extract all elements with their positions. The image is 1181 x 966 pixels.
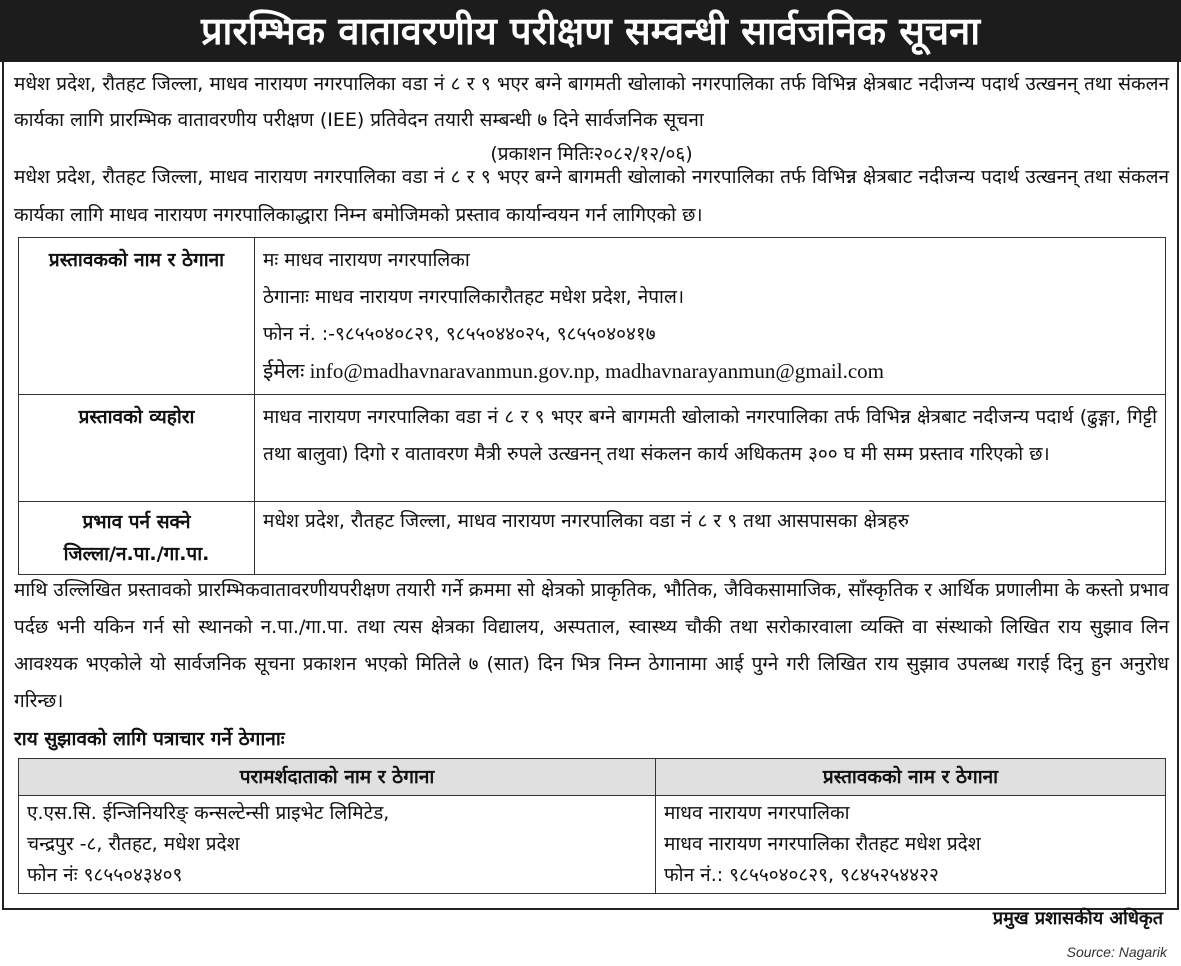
table-row — [19, 395, 1166, 502]
table-row — [19, 502, 1166, 575]
table-row — [19, 238, 1166, 395]
request-paragraph: माथि उल्लिखित प्रस्तावको प्रारम्भिकवातावरणीयपरीक्षण तयारी गर्ने क्रममा सो क्षेत्रको प्राकृतिक, भौतिक, जैविकसामाजिक, साँस्कृतिक र आर्थिक प्रणालीमा के कस्तो प्रभाव पर्दछ भनी यकिन गर्न सो स्थानको न.पा./गा.पा. तथा त्यस क्षेत्रका विद्यालय, अस्पताल, स्वास्थ्य चौकी तथा सरोकारवाला व्यक्ति वा संस्थाको लिखित राय सुझाव लिन आवश्यक भएकोले यो सार्वजनिक सूचना प्रकाशन भएको मितिले ७ (सात) दिन भित्र निम्न ठेगानामा आई पुग्ने गरी लिखित राय सुझाव उपलब्ध गराई दिनु हुन अनुरोध गरिन्छ। — [14, 579, 1169, 712]
proponent-label: प्रस्तावकको नाम र ठेगाना — [19, 238, 255, 395]
consultant-address: चन्द्रपुर -८, रौतहट, मधेश प्रदेश — [27, 833, 240, 855]
proponent-contact-address: माधव नारायण नगरपालिका रौतहट मधेश प्रदेश — [664, 833, 981, 855]
notice-title: प्रारम्भिक वातावरणीय परीक्षण सम्वन्धी सार्वजनिक सूचना — [0, 0, 1181, 62]
consultant-header: परामर्शदाताको नाम र ठेगाना — [19, 759, 656, 796]
proponent-details — [255, 238, 1166, 395]
proponent-phone: फोन नं. :-९८५५०४०८२९, ९८५५०४४०२५, ९८५५०४०४१७ — [263, 323, 656, 345]
proponent-address: ठेगानाः माधव नारायण नगरपालिकारौतहट मधेश प्रदेश, नेपाल। — [263, 286, 685, 308]
affected-label-line: प्रभाव पर्न सक्ने — [82, 511, 191, 533]
matter-label: प्रस्तावको व्यहोरा — [19, 395, 255, 502]
table-header-row — [19, 759, 1166, 796]
proponent-email: ईमेलः info@madhavnaravanmun.gov.np, madhavnarayanmun@gmail.com — [263, 359, 885, 383]
consultant-phone: फोन नंः ९८५५०४३४०९ — [27, 864, 183, 886]
proponent-contact — [656, 796, 1166, 894]
proponent-name: मः माधव नारायण नगरपालिका — [263, 249, 470, 271]
proponent-contact-name: माधव नारायण नगरपालिका — [664, 802, 850, 824]
contact-table — [18, 758, 1166, 894]
contact-heading: राय सुझावको लागि पत्राचार गर्ने ठेगानाः — [14, 728, 285, 750]
consultant-details — [19, 796, 656, 894]
intro-paragraph: मधेश प्रदेश, रौतहट जिल्ला, माधव नारायण नगरपालिका वडा नं ८ र ९ भएर बग्ने बागमती खोलाको नगरपालिका तर्फ विभिन्न क्षेत्रबाट नदीजन्य पदार्थ उत्खनन् तथा संकलन कार्यका लागि प्रारम्भिक वातावरणीय परीक्षण (IEE) प्रतिवेदन तयारी सम्बन्धी ७ दिने सार्वजनिक सूचना — [14, 73, 1169, 131]
proposal-details-table — [18, 237, 1166, 575]
consultant-name: ए.एस.सि. ईन्जिनियरिङ् कन्सल्टेन्सी प्राइभेट लिमिटेड, — [27, 802, 390, 824]
proponent-contact-phone: फोन नं.: ९८५५०४०८२९, ९८४५२५४४२२ — [664, 864, 939, 886]
table-row — [19, 796, 1166, 894]
source-credit: Source: Nagarik — [1066, 944, 1167, 960]
publish-date: (प्रकाशन मितिः२०८२/१२/०६) — [490, 143, 693, 165]
matter-text: माधव नारायण नगरपालिका वडा नं ८ र ९ भएर बग्ने बागमती खोलाको नगरपालिका तर्फ विभिन्न क्षेत्रबाट नदीजन्य पदार्थ (ढुङ्गा, गिट्टी तथा बालुवा) दिगो र वातावरण मैत्री रुपले उत्खनन् तथा संकलन कार्य अधिकतम ३०० घ मी सम्म प्रस्ताव गरिएको छ। — [255, 395, 1166, 502]
affected-label-line: जिल्ला/न.पा./गा.पा. — [63, 543, 210, 565]
proposal-paragraph: मधेश प्रदेश, रौतहट जिल्ला, माधव नारायण नगरपालिका वडा नं ८ र ९ भएर बग्ने बागमती खोलाको नगरपालिका तर्फ विभिन्न क्षेत्रबाट नदीजन्य पदार्थ उत्खनन् तथा संकलन कार्यका लागि माधव नारायण नगरपालिकाद्धारा निम्न बमोजिमको प्रस्ताव कार्यान्वयन गर्न लागिएको छ। — [14, 166, 1169, 226]
signature-title: प्रमुख प्रशासकीय अधिकृत — [992, 908, 1163, 929]
affected-area-text: मधेश प्रदेश, रौतहट जिल्ला, माधव नारायण नगरपालिका वडा नं ८ र ९ तथा आसपासका क्षेत्रहरु — [255, 502, 1166, 575]
proponent-header: प्रस्तावकको नाम र ठेगाना — [656, 759, 1166, 796]
affected-area-label — [19, 502, 255, 575]
